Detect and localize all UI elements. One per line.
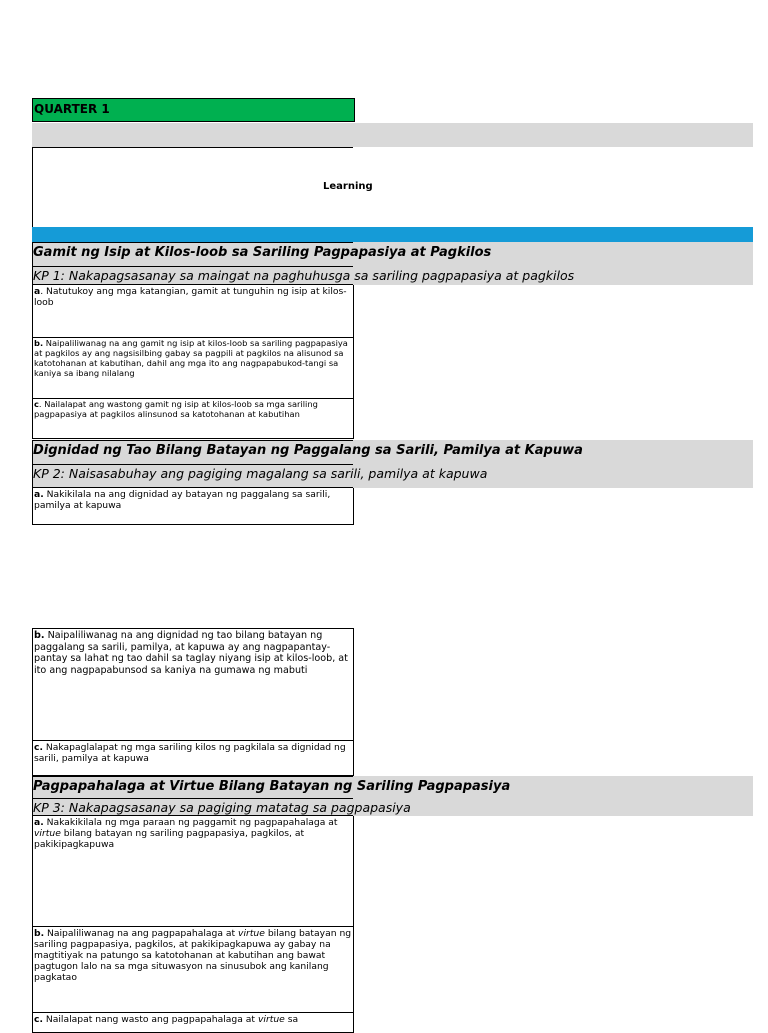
blue-divider-row <box>32 227 753 242</box>
section-title[interactable]: Gamit ng Isip at Kilos-loob sa Sariling Pagpapasiya at Pagkilos <box>33 245 492 260</box>
item-text: . Natutukoy ang mga katangian, gamit at tunguhin ng isip at kilos-loob <box>34 286 347 309</box>
quarter-label: QUARTER 1 <box>34 102 110 116</box>
blue-divider-fill <box>32 227 753 242</box>
kp-text[interactable]: KP 3: Nakapagsasanay sa pagiging matatag sa pagpapasiya <box>33 800 411 815</box>
competency-cell[interactable] <box>32 1013 354 1033</box>
quarter-header-row <box>32 98 753 122</box>
section-title[interactable]: Pagpapahalaga at Virtue Bilang Batayan ng Sariling Pagpapasiya <box>33 779 511 794</box>
section-title[interactable]: Dignidad ng Tao Bilang Batayan ng Paggalang sa Sarili, Pamilya at Kapuwa <box>33 443 583 458</box>
item-letter: a. <box>34 489 44 500</box>
item-text-pre: Nakakikilala ng mga paraan ng paggamit ng pagpapahalaga at <box>43 817 338 828</box>
item-text-pre: Naipaliliwanag na ang pagpapahalaga at <box>44 928 239 939</box>
section-title-row <box>32 776 753 798</box>
item-text-emphasis: virtue <box>34 828 61 840</box>
column-title-cell[interactable] <box>32 147 373 228</box>
kp-row <box>32 464 753 488</box>
competency-cell[interactable] <box>32 338 354 399</box>
item-letter: c. <box>34 742 43 753</box>
item-text-post: sa <box>284 1014 299 1025</box>
item-text-post: bilang batayan ng sariling pagpapasiya, pagkilos, at pakikipagkapuwa <box>34 828 305 851</box>
item-letter: a <box>34 286 41 297</box>
item-text: Naipaliliwanag na ang dignidad ng tao bilang batayan ng paggalang sa sarili, pamilya, at kapuwa ay ang nagpapantay-pantay sa lahat ng tao dahil sa taglay niyang isip at kilos-loob, at ito ang nagpapabunsod sa kaniya na gumawa ng mabuti <box>34 630 348 676</box>
competency-cell[interactable] <box>32 628 354 741</box>
gray-header-row <box>32 123 753 147</box>
item-letter: c. <box>34 1014 43 1025</box>
kp-text[interactable]: KP 1: Nakapagsasanay sa maingat na paghuhusga sa sariling pagpapasiya at pagkilos <box>33 268 575 283</box>
item-text-pre: Nailalapat nang wasto ang pagpapahalaga at <box>42 1014 258 1025</box>
competency-cell[interactable] <box>32 816 354 927</box>
section-title-row <box>32 242 753 266</box>
kp-row <box>32 798 753 816</box>
item-text: Nakapaglalapat ng mga sariling kilos ng pagkilala sa dignidad ng sarili, pamilya at kapuwa <box>34 742 346 765</box>
item-letter: b. <box>34 630 45 641</box>
learning-column-label: Learning <box>323 181 373 192</box>
kp-row <box>32 266 753 285</box>
competency-cell[interactable] <box>32 399 354 439</box>
item-text-post: bilang batayan ng sariling pagpapasiya, pagkilos, at pakikipagkapuwa ay gabay na magtitiyak na patungo sa katotohanan at kabutihan ang bawat pagtugon lalo na sa mga situwasyon na sinusubok ang kanilang pagkatao <box>34 928 352 984</box>
item-text-emphasis: virtue <box>238 928 265 939</box>
item-letter: b. <box>34 338 44 348</box>
kp-text[interactable]: KP 2: Naisasabuhay ang pagiging magalang sa sarili, pamilya at kapuwa <box>33 466 488 481</box>
item-text: . Nailalapat ang wastong gamit ng isip at kilos-loob sa mga sariling pagpapasiya at pagkilos alinsunod sa katotohanan at kabutihan <box>34 399 318 419</box>
column-title-row <box>32 147 753 227</box>
item-letter: c <box>34 399 39 409</box>
competency-cell[interactable] <box>32 285 354 338</box>
item-text: Nakikilala na ang dignidad ay batayan ng paggalang sa sarili, pamilya at kapuwa <box>34 489 331 512</box>
section-title-row <box>32 440 753 464</box>
item-text: Naipaliliwanag na ang gamit ng isip at kilos-loob sa sariling pagpapasiya at pagkilos ay ang nagsisilbing gabay sa pagpili at pagkilos na alisunod sa katotohanan at kabutihan, dahil ang mga ito ang nagpapabukod-tangi sa kaniya sa ibang nilalang <box>34 338 348 378</box>
competency-cell[interactable] <box>32 741 354 776</box>
item-text-emphasis: virtue <box>257 1014 285 1025</box>
competency-cell[interactable] <box>32 927 354 1013</box>
item-letter: b. <box>34 928 45 939</box>
gray-header-fill <box>32 123 753 147</box>
item-letter: a. <box>34 817 44 828</box>
competency-cell[interactable] <box>32 488 354 525</box>
